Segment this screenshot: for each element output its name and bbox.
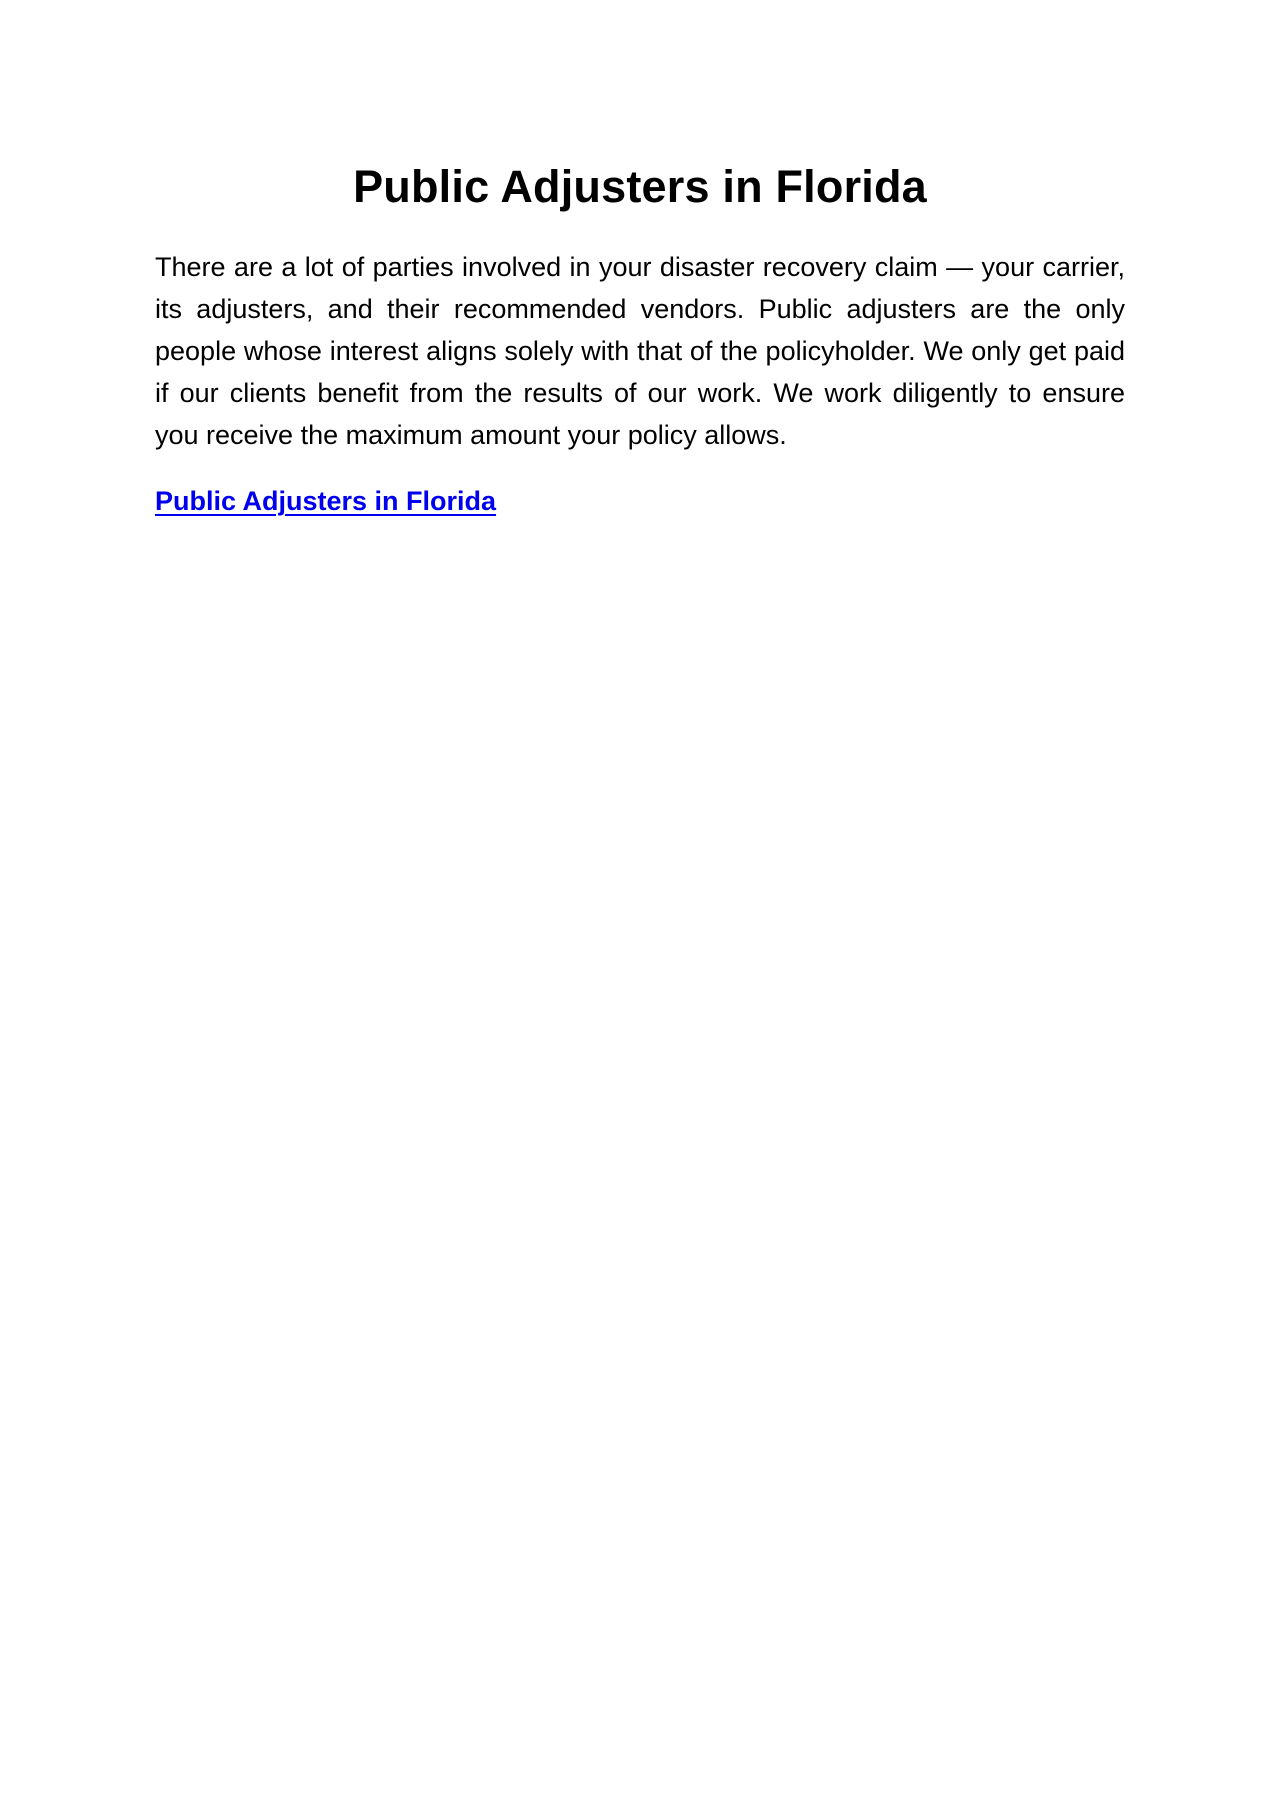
public-adjusters-link[interactable]: Public Adjusters in Florida — [155, 486, 497, 516]
document-body-paragraph: There are a lot of parties involved in your disaster recovery claim — your carrier, its adjusters, and their recommended vendors. Public adjusters are the only people whose interest aligns solely with that of the policyholder. We only get paid if our clients benefit from the results of our work. We work diligently to ensure you receive the maximum amount your policy allows. — [155, 252, 1125, 450]
document-title: Public Adjusters in Florida — [353, 161, 927, 212]
